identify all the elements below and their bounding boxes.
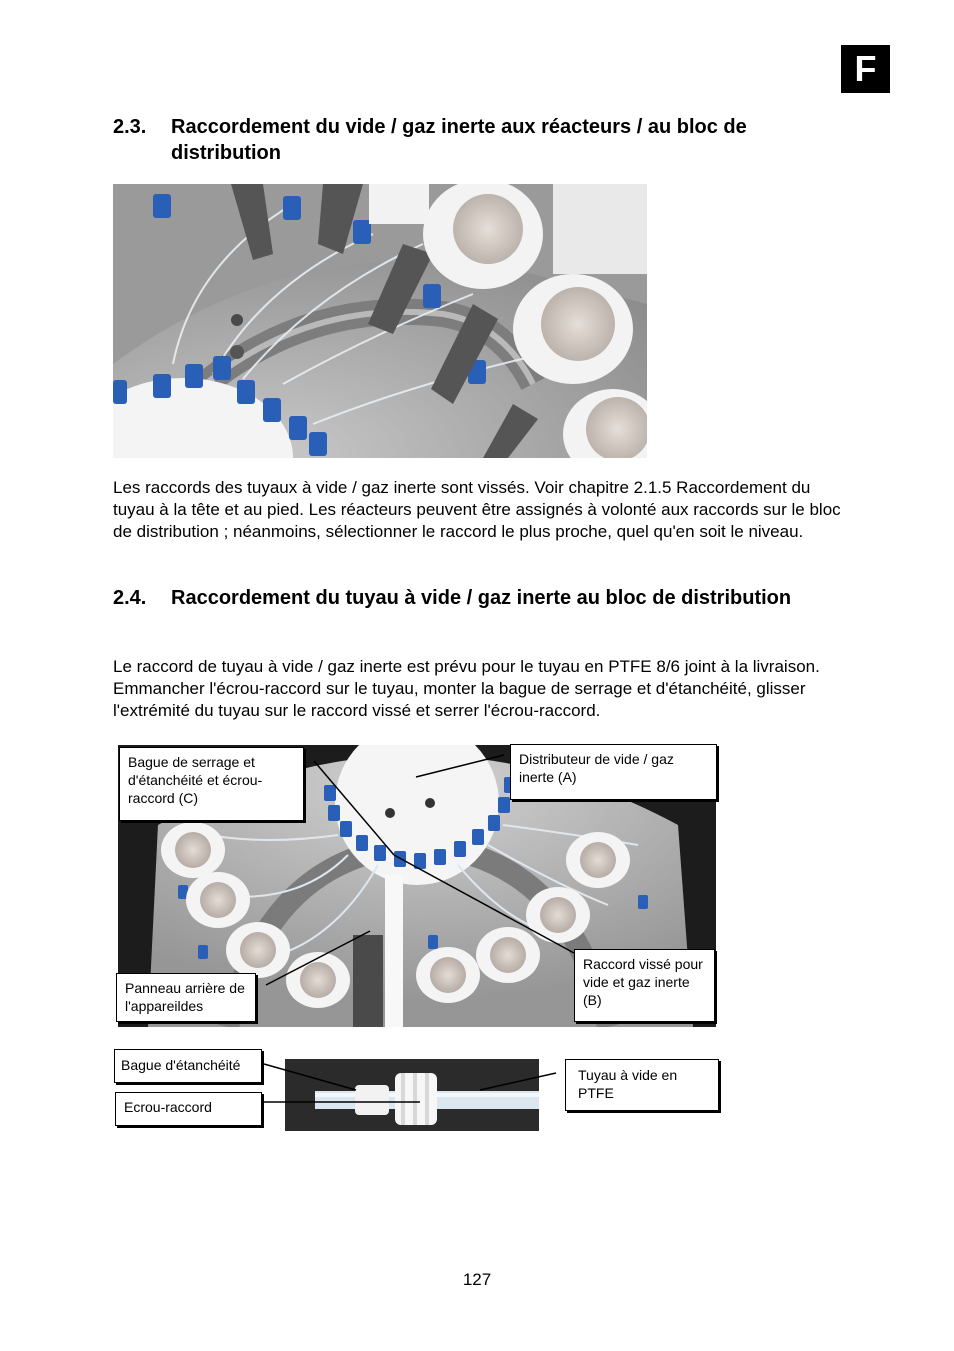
label-ecrou-raccord: Ecrou-raccord bbox=[115, 1092, 262, 1126]
label-panneau: Panneau arrière de l'appareildes bbox=[116, 973, 256, 1022]
page-number: 127 bbox=[462, 1270, 492, 1289]
section-number: 2.4. bbox=[113, 587, 147, 609]
label-tuyau-ptfe: Tuyau à vide en PTFE bbox=[565, 1059, 719, 1111]
language-tab: F bbox=[841, 45, 890, 93]
section-2-3-body: Les raccords des tuyaux à vide / gaz inerte sont vissés. Voir chapitre 2.1.5 Raccordement du tuyau à la tête et au pied. Les réacteurs peuvent être assignés à volonté aux raccords sur le bloc de distribution ; néanmoins, sélectionner le raccord le plus proche, quel qu'en soit le niveau. bbox=[113, 478, 841, 541]
label-distributeur: Distributeur de vide / gaz inerte (A) bbox=[510, 744, 717, 800]
section-number: 2.3. bbox=[113, 116, 147, 138]
section-2-4-body: Le raccord de tuyau à vide / gaz inerte est prévu pour le tuyau en PTFE 8/6 joint à la livraison. Emmancher l'écrou-raccord sur le tuyau, monter la bague de serrage et d'étanchéité, glisser l'extrémité du tuyau sur le raccord vissé et serrer l'écrou-raccord. bbox=[113, 657, 820, 720]
section-title: Raccordement du tuyau à vide / gaz inerte au bloc de distribution bbox=[171, 587, 792, 609]
label-raccord-visse: Raccord vissé pour vide et gaz inerte (B) bbox=[574, 949, 715, 1022]
label-bague-etancheite: Bague d'étanchéité bbox=[114, 1049, 262, 1083]
label-bague-serrage: Bague de serrage et d'étanchéité et écrou-raccord (C) bbox=[119, 747, 304, 821]
section-title: Raccordement du vide / gaz inerte aux réacteurs / au bloc de distribution bbox=[171, 116, 747, 164]
